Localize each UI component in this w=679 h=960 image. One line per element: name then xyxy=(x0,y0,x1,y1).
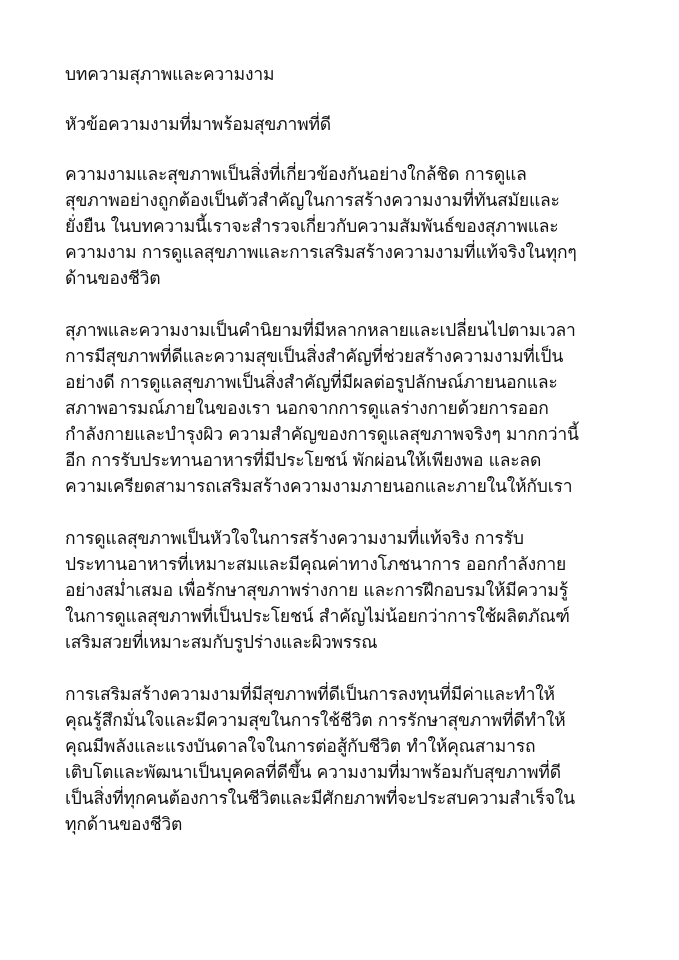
paragraph-line: อย่างสม่ำเสมอ เพื่อรักษาสุขภาพร่างกาย และการฝึกอบรมให้มีความรู้ xyxy=(65,581,568,601)
paragraph-line: ความงาม การดูแลสุขภาพและการเสริมสร้างความงามที่แท้จริงในทุกๆ xyxy=(65,243,577,263)
document-heading: หัวข้อความงามที่มาพร้อมสุขภาพที่ดี xyxy=(65,115,331,135)
paragraph-line: เติบโตและพัฒนาเป็นบุคคลที่ดีขึ้น ความงามที่มาพร้อมกับสุขภาพที่ดี xyxy=(65,763,561,783)
document-page xyxy=(65,62,625,864)
paragraph-line: ความเครียดสามารถเสริมสร้างความงามภายนอกและภายในให้กับเรา xyxy=(65,477,573,497)
paragraph-line: สภาพอารมณ์ภายในของเรา นอกจากการดูแลร่างกายด้วยการออก xyxy=(65,399,549,419)
document-title: บทความสุภาพและความงาม xyxy=(65,65,275,85)
paragraph-line: คุณมีพลังและแรงบันดาลใจในการต่อสู้กับชีวิต ทำให้คุณสามารถ xyxy=(65,737,536,757)
paragraph-line: การดูแลสุขภาพเป็นหัวใจในการสร้างความงามที่แท้จริง การรับ xyxy=(65,529,524,549)
paragraph-line: คุณรู้สึกมั่นใจและมีความสุขในการใช้ชีวิต การรักษาสุขภาพที่ดีทำให้ xyxy=(65,711,566,731)
paragraph-line: กำลังกายและบำรุงผิว ความสำคัญของการดูแลสุขภาพจริงๆ มากกว่านี้ xyxy=(65,425,579,445)
paragraph-line: เสริมสวยที่เหมาะสมกับรูปร่างและผิวพรรณ xyxy=(65,633,378,653)
paragraph-line: อย่างดี การดูแลสุขภาพเป็นสิ่งสำคัญที่มีผลต่อรูปลักษณ์ภายนอกและ xyxy=(65,373,558,393)
paragraph-line: ความงามและสุขภาพเป็นสิ่งที่เกี่ยวข้องกันอย่างใกล้ชิด การดูแล xyxy=(65,165,527,185)
paragraph-line: เป็นสิ่งที่ทุกคนต้องการในชีวิตและมีศักยภาพที่จะประสบความสำเร็จใน xyxy=(65,789,575,809)
paragraph-line: ในการดูแลสุขภาพที่เป็นประโยชน์ สำคัญไม่น้อยกว่าการใช้ผลิตภัณฑ์ xyxy=(65,607,570,627)
paragraph-line: ประทานอาหารที่เหมาะสมและมีคุณค่าทางโภชนาการ ออกกำลังกาย xyxy=(65,555,567,575)
paragraph-line: ด้านของชีวิต xyxy=(65,269,161,289)
paragraph-line: ยั่งยืน ในบทความนี้เราจะสำรวจเกี่ยวกับความสัมพันธ์ของสุภาพและ xyxy=(65,217,559,237)
paragraph-line: สุขภาพอย่างถูกต้องเป็นตัวสำคัญในการสร้างความงามที่ทันสมัยและ xyxy=(65,191,560,211)
paragraph-line: สุภาพและความงามเป็นคำนิยามที่มีหลากหลายและเปลี่ยนไปตามเวลา xyxy=(65,321,576,341)
paragraph-1 xyxy=(65,162,625,292)
paragraph-4 xyxy=(65,682,625,838)
paragraph-line: อีก การรับประทานอาหารที่มีประโยชน์ พักผ่อนให้เพียงพอ และลด xyxy=(65,451,542,471)
paragraph-2 xyxy=(65,318,625,500)
paragraph-line: การมีสุขภาพที่ดีและความสุขเป็นสิ่งสำคัญที่ช่วยสร้างความงามที่เป็น xyxy=(65,347,564,367)
paragraph-3 xyxy=(65,526,625,656)
paragraph-line: การเสริมสร้างความงามที่มีสุขภาพที่ดีเป็นการลงทุนที่มีค่าและทำให้ xyxy=(65,685,555,705)
paragraph-line: ทุกด้านของชีวิต xyxy=(65,815,183,835)
